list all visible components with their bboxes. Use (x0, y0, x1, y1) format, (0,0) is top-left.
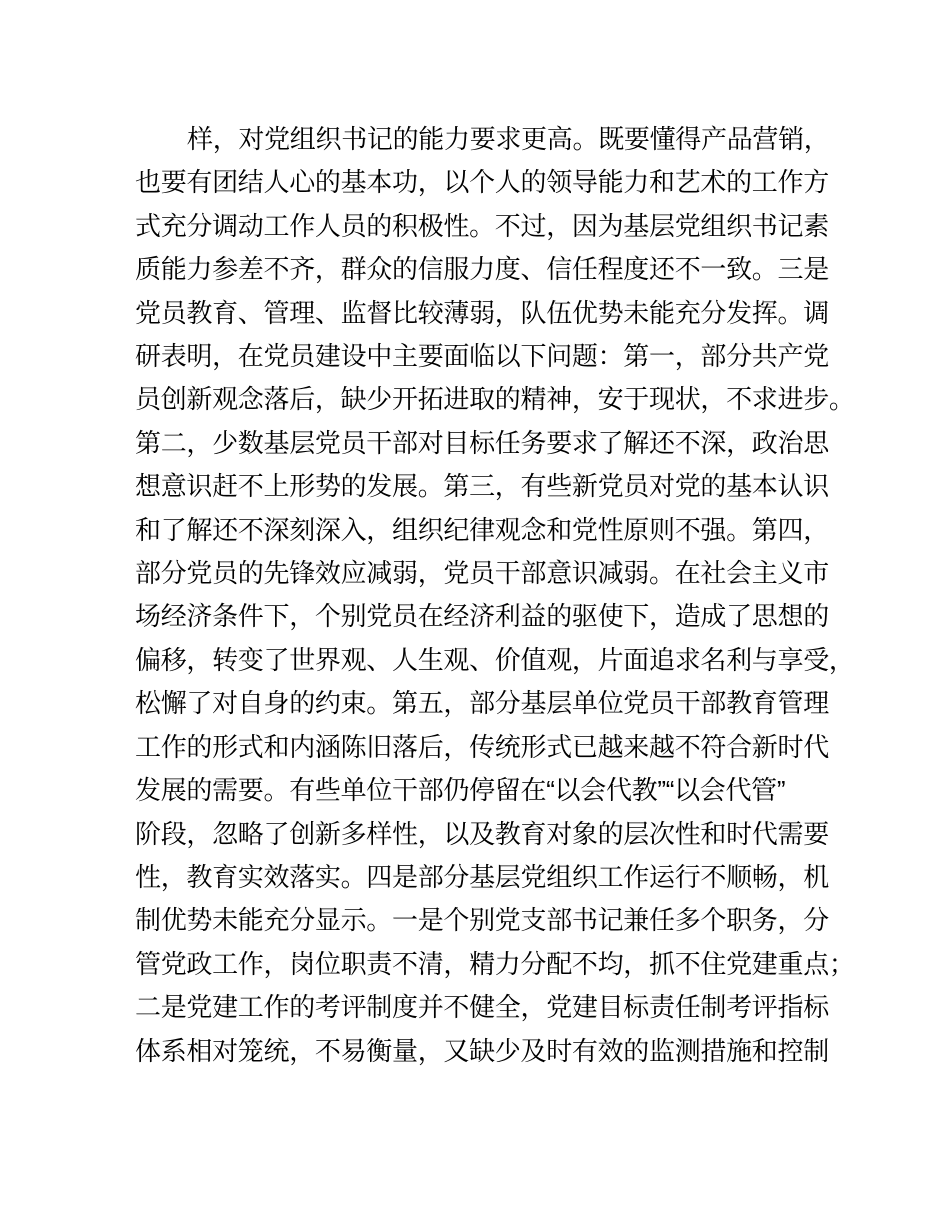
text-line: 性，教育实效落实。四是部分基层党组织工作运行不顺畅，机 (135, 861, 829, 892)
text-line: 式充分调动工作人员的积极性。不过，因为基层党组织书记素 (135, 210, 829, 241)
text-line: 制优势未能充分显示。一是个别党支部书记兼任多个职务，分 (135, 905, 829, 936)
text-line: 松懈了对自身的约束。第五，部分基层单位党员干部教育管理 (135, 688, 829, 719)
text-line: 阶段，忽略了创新多样性，以及教育对象的层次性和时代需要 (135, 818, 829, 849)
text-line: 质能力参差不齐，群众的信服力度、信任程度还不一致。三是 (135, 254, 829, 285)
text-line: 第二，少数基层党员干部对目标任务要求了解还不深，政治思 (135, 427, 829, 458)
text-line: 管党政工作，岗位职责不清，精力分配不均，抓不住党建重点； (135, 948, 855, 979)
text-line: 党员教育、管理、监督比较薄弱，队伍优势未能充分发挥。调 (135, 297, 829, 328)
text-line: 员创新观念落后，缺少开拓进取的精神，安于现状，不求进步。 (135, 384, 855, 415)
text-line: 偏移，转变了世界观、人生观、价值观，片面追求名利与享受， (135, 644, 855, 675)
text-line: 部分党员的先锋效应减弱，党员干部意识减弱。在社会主义市 (135, 558, 829, 589)
text-line: 场经济条件下，个别党员在经济利益的驱使下，造成了思想的 (135, 601, 829, 632)
text-line: 研表明，在党员建设中主要面临以下问题：第一，部分共产党 (135, 341, 829, 372)
text-line: 也要有团结人心的基本功，以个人的领导能力和艺术的工作方 (135, 167, 829, 198)
text-line: 工作的形式和内涵陈旧落后，传统形式已越来越不符合新时代 (135, 731, 829, 762)
paragraph-text (135, 118, 855, 1073)
text-line: 体系相对笼统，不易衡量，又缺少及时有效的监测措施和控制 (135, 1035, 829, 1066)
text-line: 和了解还不深刻深入，组织纪律观念和党性原则不强。第四， (135, 514, 829, 545)
text-line: 二是党建工作的考评制度并不健全，党建目标责任制考评指标 (135, 992, 829, 1023)
text-line: 样，对党组织书记的能力要求更高。既要懂得产品营销， (187, 124, 830, 154)
text-line: 想意识赶不上形势的发展。第三，有些新党员对党的基本认识 (135, 471, 829, 502)
text-line: 发展的需要。有些单位干部仍停留在“以会代教”“以会代管” (135, 775, 786, 806)
